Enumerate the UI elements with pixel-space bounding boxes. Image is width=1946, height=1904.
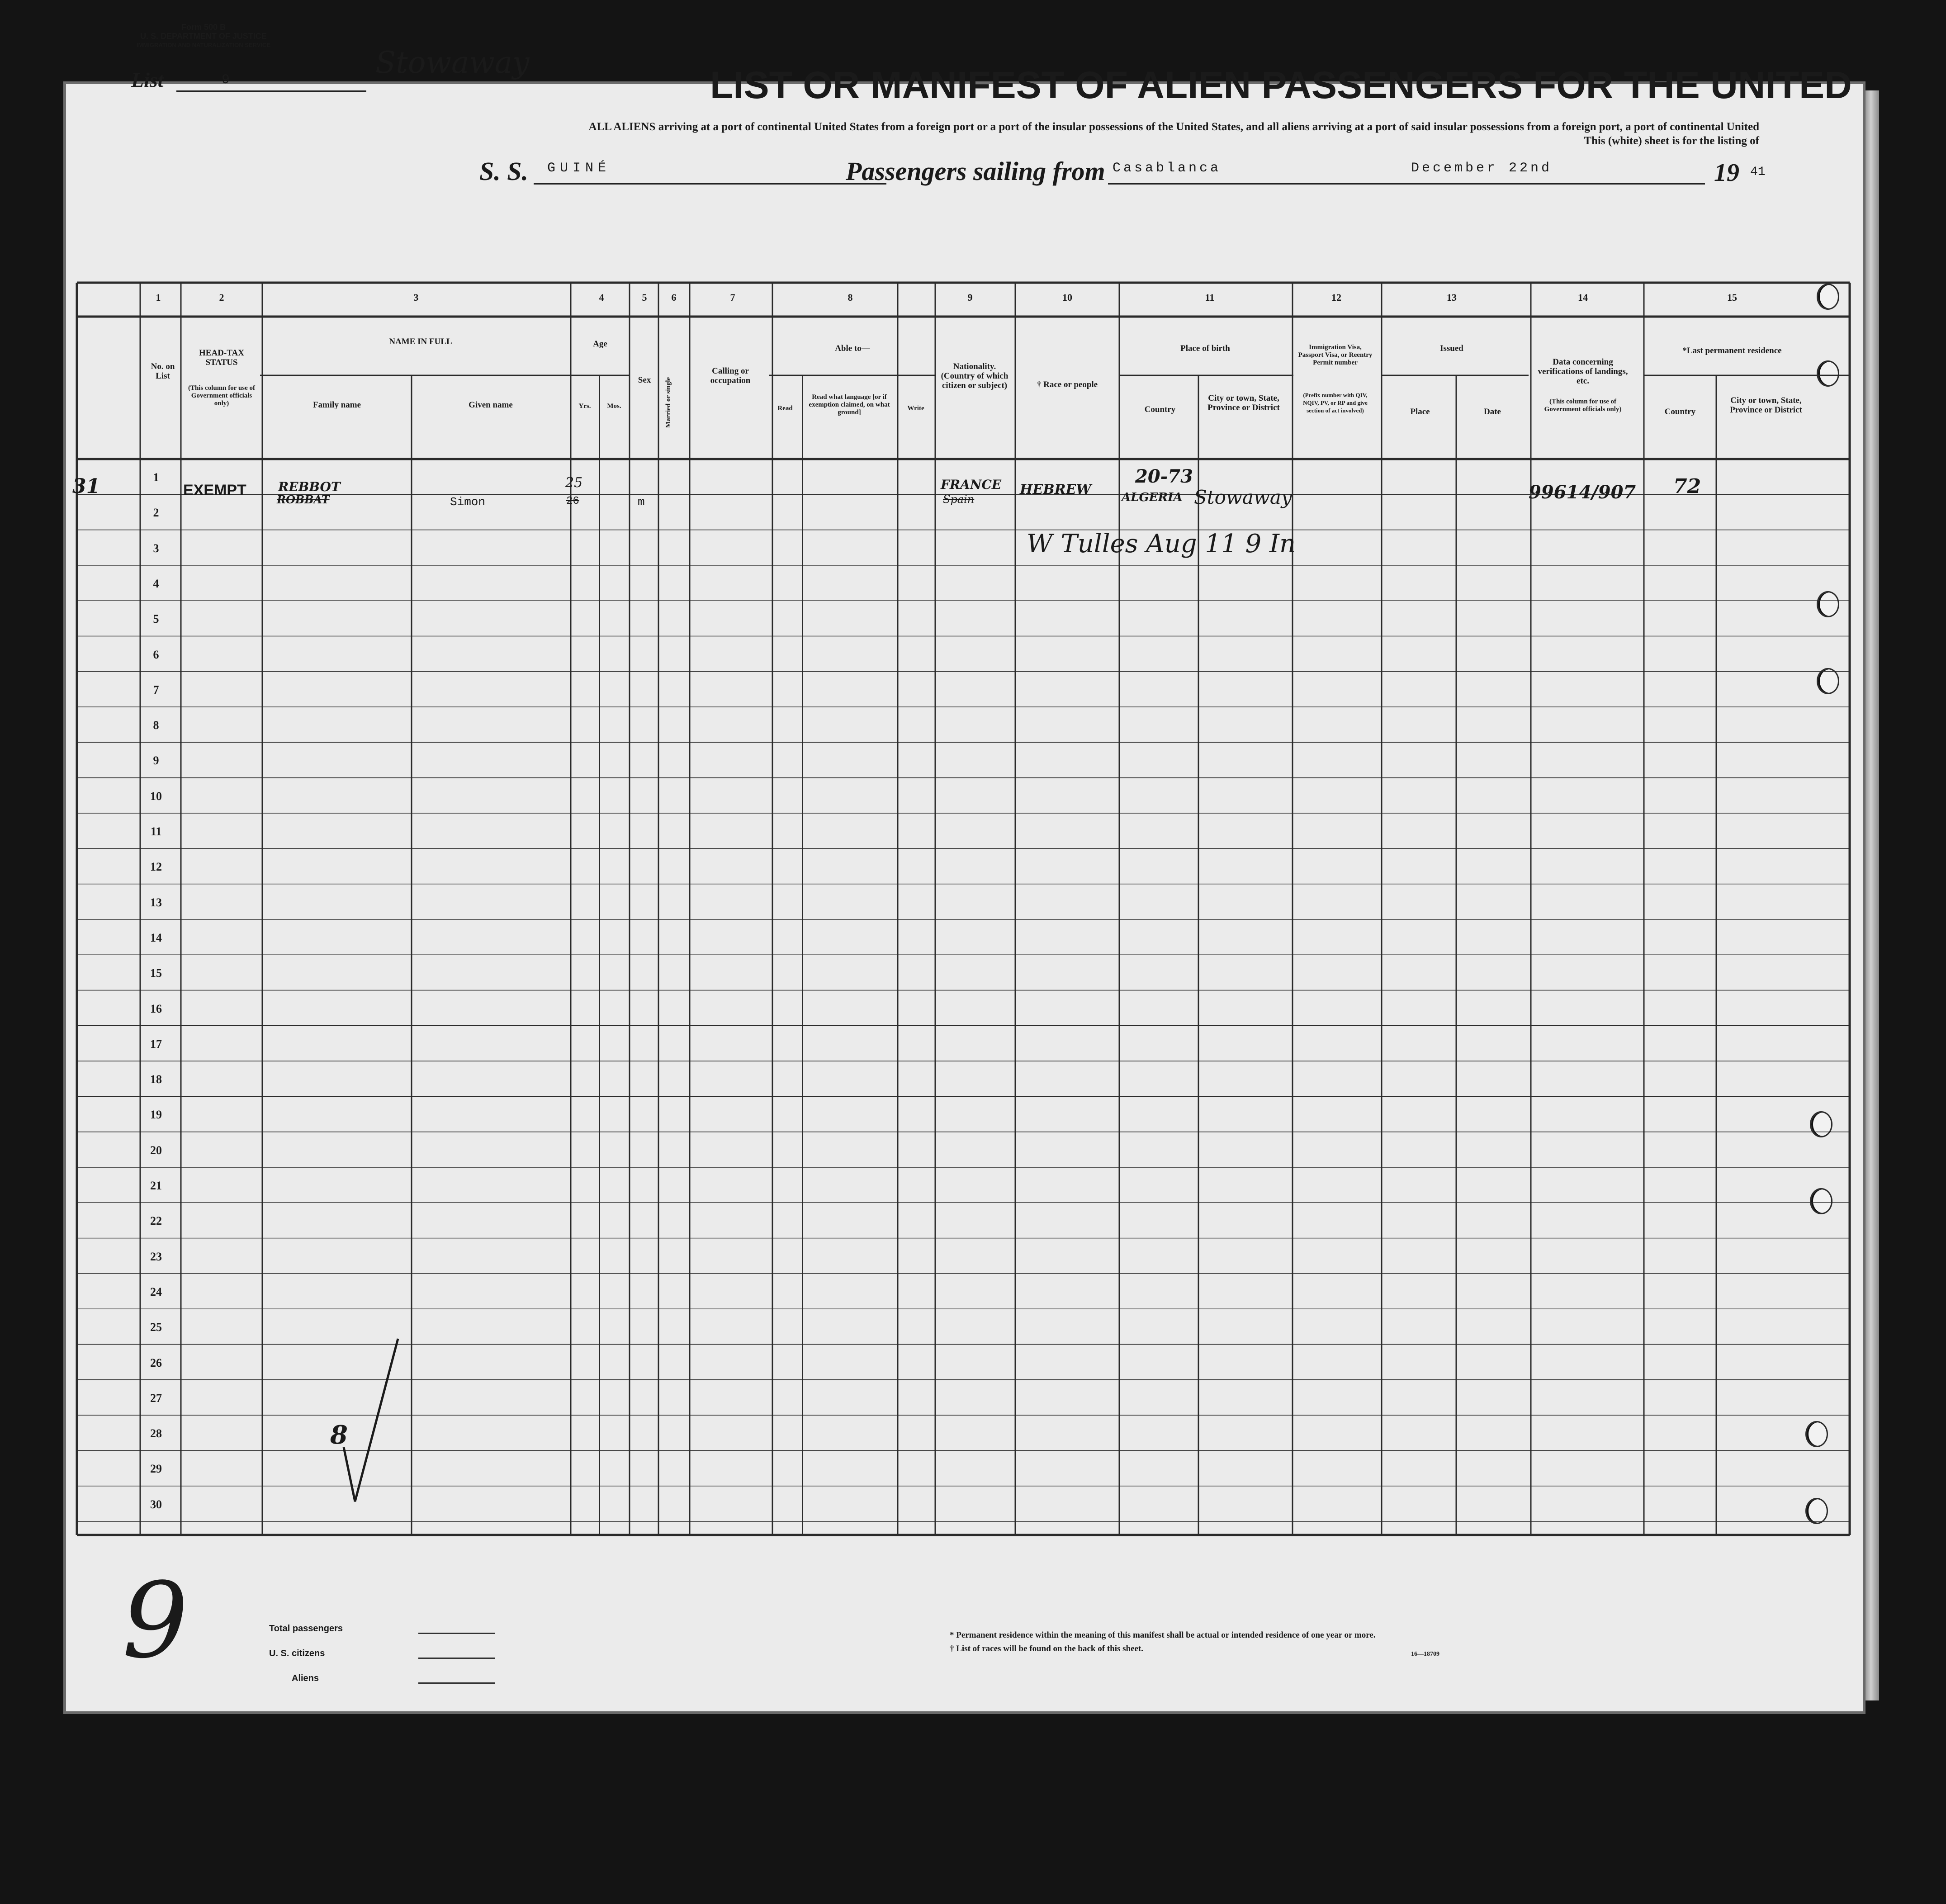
header-issued-place: Place: [1410, 407, 1430, 417]
header-calling: Calling or occupation: [710, 366, 751, 385]
header-sex: Sex: [638, 375, 651, 385]
col-number-11: 11: [1205, 292, 1215, 303]
header-able-to: Able to—: [835, 344, 870, 353]
check-mark: [335, 1334, 407, 1511]
entry-race: HEBREW: [1020, 482, 1092, 497]
row-number: 26: [150, 1356, 162, 1369]
header-head-tax: HEAD-TAX STATUS: [199, 348, 244, 367]
list-handwritten: Stowaway: [375, 45, 530, 80]
sailing-port: Casablanca: [1113, 161, 1222, 176]
row-number: 25: [150, 1321, 162, 1334]
header-married: Married or single: [665, 377, 672, 428]
margin-check-number: 8: [330, 1420, 348, 1450]
header-place-of-birth: Place of birth: [1180, 344, 1230, 353]
col-number-7: 7: [730, 292, 735, 303]
footnote-residence: * Permanent residence within the meaning of this manifest shall be actual or intended residence of one year or more.: [950, 1630, 1376, 1640]
row-number: 17: [150, 1037, 162, 1051]
row-number: 13: [150, 895, 162, 909]
entry-landing-ref: 99614/907: [1529, 482, 1636, 503]
col-number-6: 6: [671, 292, 677, 303]
header-landings-note: (This column for use of Government officials only): [1544, 398, 1622, 413]
header-given-name: Given name: [469, 400, 513, 410]
sailing-date: December 22nd: [1411, 161, 1553, 176]
header-head-tax-note: (This column for use of Government officials only): [188, 384, 256, 407]
row-number: 22: [150, 1214, 162, 1228]
row-number: 2: [153, 506, 159, 520]
header-res-country: Country: [1664, 407, 1696, 417]
row-number: 20: [150, 1143, 162, 1157]
department-name: U. S. DEPARTMENT OF JUSTICE: [140, 32, 267, 41]
aliens-line: [418, 1682, 495, 1684]
row-number: 5: [153, 612, 159, 626]
row-number: 24: [150, 1285, 162, 1298]
header-age-mos: Mos.: [607, 403, 621, 410]
sailing-label: Passengers sailing from: [846, 156, 1105, 186]
header-age-yrs: Yrs.: [578, 403, 591, 410]
col-number-12: 12: [1331, 292, 1341, 303]
form-number: Form 500 B: [181, 23, 226, 32]
header-family-name: Family name: [312, 400, 361, 410]
entry-nationality: FRANCE: [941, 477, 1002, 492]
row-number: 8: [153, 719, 159, 732]
subtitle-line-1: ALL ALIENS arriving at a port of continental United States from a foreign port or a port of the insular possessions of the United States, and all aliens arriving at a port of said insular possessions from a foreign port, a port of continental United: [588, 121, 1759, 133]
col-number-8: 8: [848, 292, 853, 303]
row-number: 21: [150, 1179, 162, 1192]
row-number: 29: [150, 1462, 162, 1476]
row-number: 16: [150, 1002, 162, 1015]
row-marker: 31: [72, 475, 100, 498]
page-title: LIST OR MANIFEST OF ALIEN PASSENGERS FOR THE UNITED: [710, 64, 1852, 106]
header-name-in-full: NAME IN FULL: [389, 337, 452, 346]
row-number: 18: [150, 1073, 162, 1086]
header-issued: Issued: [1440, 344, 1463, 353]
row-number: 10: [150, 789, 162, 803]
citizens-line: [418, 1658, 495, 1659]
margin-big-number: 9: [122, 1561, 189, 1681]
row-number: 28: [150, 1427, 162, 1440]
header-last-residence: *Last permanent residence: [1682, 346, 1782, 355]
total-passengers-label: Total passengers: [269, 1624, 343, 1634]
row-number: 6: [153, 648, 159, 661]
header-read: Read: [777, 405, 793, 412]
entry-birth-country: ALGERIA: [1122, 491, 1183, 504]
entry-family-name-struck: ROBBAT: [277, 493, 330, 506]
header-age: Age: [593, 339, 607, 349]
col-number-9: 9: [967, 292, 973, 303]
list-number: 9: [222, 72, 230, 88]
row-number: 11: [150, 825, 162, 838]
year-suffix: 41: [1750, 165, 1766, 179]
header-birth-country: Country: [1144, 405, 1176, 414]
row-number: 30: [150, 1497, 162, 1511]
ship-name: GUINÉ: [547, 161, 611, 176]
header-read-language: Read what language [or if exemption claimed, on what ground]: [809, 393, 890, 416]
row-number: 12: [150, 860, 162, 874]
col-number-14: 14: [1578, 292, 1588, 303]
row-number: 4: [153, 577, 159, 590]
service-name: IMMIGRATION AND NATURALIZATION SERVICE: [136, 42, 271, 48]
row-number: 14: [150, 931, 162, 944]
col-number-15: 15: [1727, 292, 1737, 303]
row-number: 27: [150, 1391, 162, 1405]
entry-given-name: Simon: [450, 495, 486, 509]
entry-age-yrs: 25: [565, 475, 583, 491]
entry-head-tax: EXEMPT: [183, 482, 246, 499]
entry-age-yrs-struck: 26: [566, 495, 579, 507]
col-number-2: 2: [219, 292, 224, 303]
entry-residence-code: 72: [1673, 475, 1701, 498]
header-birth-city: City or town, State, Province or District: [1207, 393, 1280, 412]
col-number-10: 10: [1062, 292, 1072, 303]
header-write: Write: [907, 405, 924, 412]
row-number: 1: [153, 471, 159, 484]
entry-sex: m: [638, 495, 645, 509]
entry-nationality-struck: Spain: [943, 493, 975, 506]
header-issued-date: Date: [1484, 407, 1501, 417]
entry-birth-annotation: Stowaway: [1194, 486, 1292, 508]
year-prefix: 19: [1714, 159, 1739, 187]
col-number-13: 13: [1447, 292, 1457, 303]
header-visa-note: (Prefix number with QIV, NQIV, PV, or RP and give section of act involved): [1303, 392, 1368, 414]
total-line: [418, 1633, 495, 1634]
row-number: 3: [153, 541, 159, 555]
row-number: 15: [150, 966, 162, 980]
list-label: List: [131, 68, 164, 91]
subtitle-line-2: This (white) sheet is for the listing of: [1584, 135, 1759, 147]
row-number: 19: [150, 1108, 162, 1122]
footnote-races: † List of races will be found on the back of this sheet.: [950, 1644, 1144, 1653]
ss-label: S. S.: [479, 156, 529, 186]
row-number: 23: [150, 1250, 162, 1263]
header-res-city: City or town, State, Province or District: [1730, 396, 1802, 415]
header-race: † Race or people: [1037, 380, 1098, 389]
entry-row2-annotation: W Tulles Aug 11 9 In: [1027, 529, 1296, 559]
header-landings: Data concerning verifications of landings, etc.: [1538, 357, 1628, 386]
us-citizens-label: U. S. citizens: [269, 1648, 325, 1658]
col-number-4: 4: [599, 292, 604, 303]
form-code: 16—18709: [1411, 1651, 1439, 1658]
aliens-label: Aliens: [292, 1673, 319, 1683]
entry-birth-code: 20-73: [1135, 466, 1193, 487]
header-visa: Immigration Visa, Passport Visa, or Reentry Permit number: [1298, 344, 1373, 366]
col-number-3: 3: [413, 292, 419, 303]
col-number-5: 5: [642, 292, 647, 303]
col-number-1: 1: [156, 292, 161, 303]
row-number: 7: [153, 683, 159, 696]
header-nationality: Nationality. (Country of which citizen or subject): [941, 362, 1009, 390]
row-number: 9: [153, 754, 159, 767]
entry-family-name: REBBOT: [278, 479, 341, 494]
header-no-on-list: No. on List: [151, 362, 175, 381]
